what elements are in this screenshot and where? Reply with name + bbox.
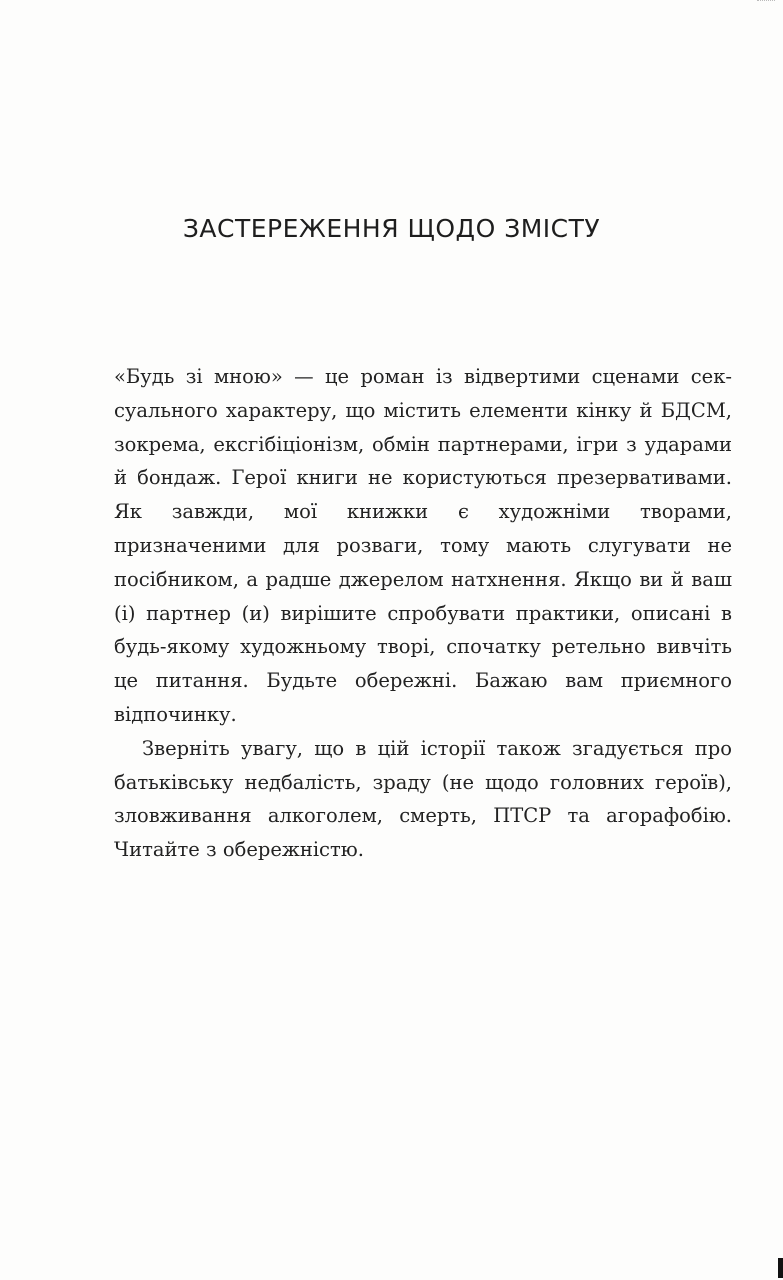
scan-edge-mark	[778, 1258, 783, 1278]
paragraph-1: «Будь зі мною» — це роман із відвертими сценами сексуального характеру, що містить елементи кінку й БДСМ, зокрема, ексгібіціонізм, обмін партнерами, ігри з ударами й бондаж. Герої книги не користуються презервативами. Як завжди, мої книжки є художніми творами, призначеними для розваги, тому мають слугувати не посібником, а радше джерелом натхнення. Якщо ви й ваш (і) партнер (и) вирішите спробувати практики, описані в будь-якому художньому творі, спочатку ретельно вивчіть це питання. Будьте обережні. Бажаю вам приємного відпочинку.	[114, 365, 732, 726]
paragraph-2: Зверніть увагу, що в цій історії також згадується про батьківську недбалість, зраду (не щодо головних героїв), зловживання алкоголем, смерть, ПТСР та агорафобію. Читайте з обережністю.	[114, 736, 732, 862]
scan-artifact	[757, 0, 775, 5]
content-warning-text	[114, 360, 732, 867]
page-title: ЗАСТЕРЕЖЕННЯ ЩОДО ЗМІСТУ	[182, 214, 601, 243]
